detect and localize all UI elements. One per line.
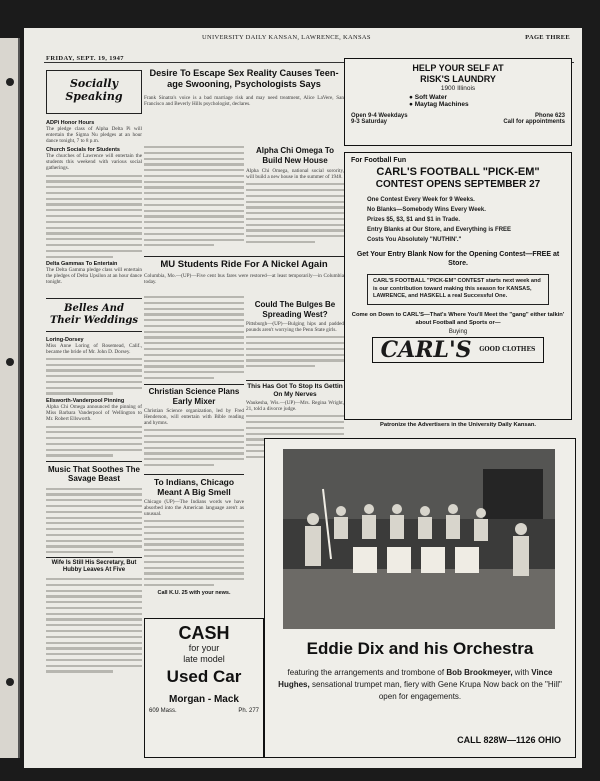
item-heading: Ellsworth-Vanderpool Pinning bbox=[46, 398, 125, 405]
article-lead: Frank Sinatra's voice is a bad marriage risk and may need treatment, Alice LaVere, San Francisco and Beverly Hills psychologist, declares. bbox=[144, 95, 344, 108]
wife-headline: Wife Is Still His Secretary, But Hubby Leaves At Five bbox=[46, 557, 142, 574]
laundry-name: RISK'S LAUNDRY bbox=[420, 74, 496, 84]
carls-football-ad bbox=[344, 152, 572, 420]
newspaper-name: UNIVERSITY DAILY KANSAN, LAWRENCE, KANSAS bbox=[202, 34, 371, 41]
laundry-feature: Soft Water bbox=[414, 94, 447, 101]
laundry-feature: Maytag Machines bbox=[414, 101, 469, 108]
masthead bbox=[32, 34, 576, 48]
laundry-phone-note: Call for appointments bbox=[503, 119, 565, 125]
page-number: PAGE THREE bbox=[525, 34, 570, 41]
article-lead: Christian Science organization, led by Fred Henderson, will entertain with Bible reading and hymns. bbox=[144, 408, 244, 427]
body-text-lines bbox=[46, 426, 142, 457]
eddie-dix-ad bbox=[264, 438, 576, 758]
article-lead: Columbia, Mo.—(UP)—Five cent bus fares were restored—at least temporarily—in Columbia today. bbox=[144, 273, 344, 286]
gene-krupa: Gene Krupa bbox=[437, 680, 481, 689]
carls-title: CONTEST OPENS SEPTEMBER 27 bbox=[375, 179, 541, 190]
carls-rule-line: One Contest Every Week for 9 Weeks. bbox=[367, 197, 475, 203]
patronize-line: Patronize the Advertisers in the University Daily Kansan. bbox=[379, 422, 537, 428]
orchestra-photo-illustration bbox=[283, 449, 555, 629]
item-body: The Delta Gamma pledge class will entertain the pledges of Delta Upsilon at an hour dance tonight. bbox=[46, 267, 142, 286]
sex-reality-body bbox=[144, 146, 244, 256]
used-car-headline: Used Car bbox=[166, 667, 242, 686]
sex-reality-article bbox=[144, 66, 344, 146]
fiery-text: fiery with bbox=[404, 680, 436, 689]
carls-rule-line: Entry Blanks at Our Store, and Everything is FREE bbox=[367, 227, 512, 233]
item-heading: Loring-Dorsey bbox=[46, 336, 84, 343]
laundry-hours: Open 9-4 Weekdays bbox=[351, 113, 408, 119]
used-car-ad bbox=[144, 618, 264, 758]
article-lead: Pittsburgh—(UP)—Bulging hips and padded pounds aren't worrying the Penn State girls. bbox=[246, 321, 344, 334]
alpha-chi-article bbox=[246, 146, 344, 258]
item-heading: Church Socials for Students bbox=[46, 147, 120, 154]
article-headline: Could The Bulges Be Spreading West? bbox=[254, 300, 336, 319]
cash-line: for your bbox=[188, 643, 220, 653]
music-headline: Music That Soothes The Savage Beast bbox=[46, 461, 142, 484]
carls-buying: Buying bbox=[448, 328, 468, 335]
dateline: FRIDAY, SEPT. 19, 1947 bbox=[46, 55, 124, 62]
now-back-text: Now back on the "Hill" bbox=[483, 680, 562, 689]
laundry-kicker: HELP YOUR SELF AT bbox=[412, 63, 504, 73]
orchestra-title: Eddie Dix and his Orchestra bbox=[306, 639, 534, 658]
risks-laundry-ad bbox=[344, 58, 572, 146]
socially-speaking-header: Socially Speaking bbox=[46, 70, 142, 114]
orchestra-details bbox=[277, 667, 563, 703]
indians-article bbox=[144, 474, 244, 616]
featuring-text: featuring the arrangements and trombone of bbox=[287, 668, 445, 677]
item-heading: Delta Gammas To Entertain bbox=[46, 261, 118, 268]
cash-headline: CASH bbox=[178, 623, 230, 643]
dealer-name: Morgan - Mack bbox=[168, 694, 239, 705]
laundry-address: 1900 Illinois bbox=[440, 85, 476, 92]
body-text-lines bbox=[46, 175, 142, 258]
item-heading: ADPi Honor Hours bbox=[46, 120, 95, 126]
carls-contest-box: CARL'S FOOTBALL "PICK-EM" CONTEST starts next week and is our contribution toward making this season for KANSAS, LAWRENCE, and HASKELL a real Successful One. bbox=[367, 274, 549, 305]
orchestra-photo bbox=[283, 449, 555, 629]
laundry-hours: 9-3 Saturday bbox=[351, 119, 388, 125]
item-body: The churches of Lawrence will entertain the students this weekend with various social gatherings. bbox=[46, 153, 142, 172]
carls-logo: CARL'S GOOD CLOTHES bbox=[372, 337, 545, 363]
vocalist-name: Vince Hughes, bbox=[278, 668, 553, 689]
newspaper-page bbox=[24, 28, 582, 768]
body-text-lines bbox=[46, 488, 142, 554]
bus-fare-body bbox=[144, 296, 244, 384]
belles-header: Belles And Their Weddings bbox=[46, 298, 142, 332]
carls-rule-line: Prizes $5, $3, $1 and $1 in Trade. bbox=[367, 217, 461, 223]
carls-logo-sub: GOOD CLOTHES bbox=[479, 345, 536, 353]
article-headline: MU Students Ride For A Nickel Again bbox=[160, 259, 328, 270]
christian-science-article bbox=[144, 384, 244, 472]
article-lead: Chicago (UP)—The Indians words we have absorbed into the American language aren't as unusual. bbox=[144, 499, 244, 518]
carls-entry: Get Your Entry Blank Now for the Opening Contest—FREE at Store. bbox=[356, 251, 560, 267]
open-text: open for engagements. bbox=[378, 692, 462, 701]
article-headline: This Has Got To Stop Its Gettin On My Nerves bbox=[247, 383, 343, 398]
carls-come-down: Come on Down to CARL'S—That's Where You'll Meet the "gang" either talkin' about Football and Sports or— bbox=[351, 311, 565, 326]
item-body: Alpha Chi Omega announced the pinning of Miss Barbara Vanderpool of Wellington to Mr. Robert Ellsworth. bbox=[46, 404, 142, 423]
dealer-phone: Ph. 277 bbox=[238, 708, 259, 714]
bulges-article bbox=[246, 300, 344, 380]
trombone-name: Bob Brookmeyer, bbox=[446, 668, 513, 677]
body-text-lines bbox=[46, 358, 142, 395]
cash-line: late model bbox=[183, 654, 225, 664]
article-lead: Waukesha, Wis.—(UP)—Mrs. Regina Wright, 21, told a divorce judge. bbox=[246, 400, 344, 413]
vocalist-note: sensational trumpet man, bbox=[311, 680, 402, 689]
orchestra-phone: CALL 828W—1126 OHIO bbox=[457, 735, 561, 745]
article-headline: Christian Science Plans Early Mixer bbox=[148, 387, 240, 406]
body-text-lines bbox=[46, 578, 142, 673]
article-headline: To Indians, Chicago Meant A Big Smell bbox=[153, 477, 235, 497]
with-text: with bbox=[514, 668, 530, 677]
bullet-icon: ● bbox=[409, 101, 415, 108]
article-headline: Desire To Escape Sex Reality Causes Teen-age Swooning, Psychologists Says bbox=[149, 68, 339, 89]
carls-title: CARL'S FOOTBALL "PICK-EM" bbox=[376, 166, 540, 178]
dealer-address: 609 Mass. bbox=[149, 708, 177, 714]
bullet-icon: ● bbox=[409, 94, 415, 101]
news-phone-footer: Call K.U. 25 with your news. bbox=[157, 589, 231, 596]
carls-rule-line: No Blanks—Somebody Wins Every Week. bbox=[367, 207, 486, 213]
scan-page-edge bbox=[0, 38, 20, 758]
laundry-phone: Phone 623 bbox=[534, 113, 565, 119]
carls-kicker: For Football Fun bbox=[351, 157, 407, 164]
item-body: The pledge class of Alpha Delta Pi will entertain the Sigma Nu pledges at an hour dance tonight, 7 to 8 p.m. bbox=[46, 126, 142, 145]
carls-rule-line: Costs You Absolutely "NUTHIN'." bbox=[367, 237, 462, 243]
article-lead: Alpha Chi Omega, national social sorority, will build a new house in the summer of 1948. bbox=[246, 168, 344, 181]
article-headline: Alpha Chi Omega To Build New House bbox=[255, 146, 335, 165]
item-body: Miss Anne Loring of Rosemead, Calif., became the bride of Mr. John D. Dorsey. bbox=[46, 342, 142, 355]
left-column bbox=[46, 66, 142, 756]
